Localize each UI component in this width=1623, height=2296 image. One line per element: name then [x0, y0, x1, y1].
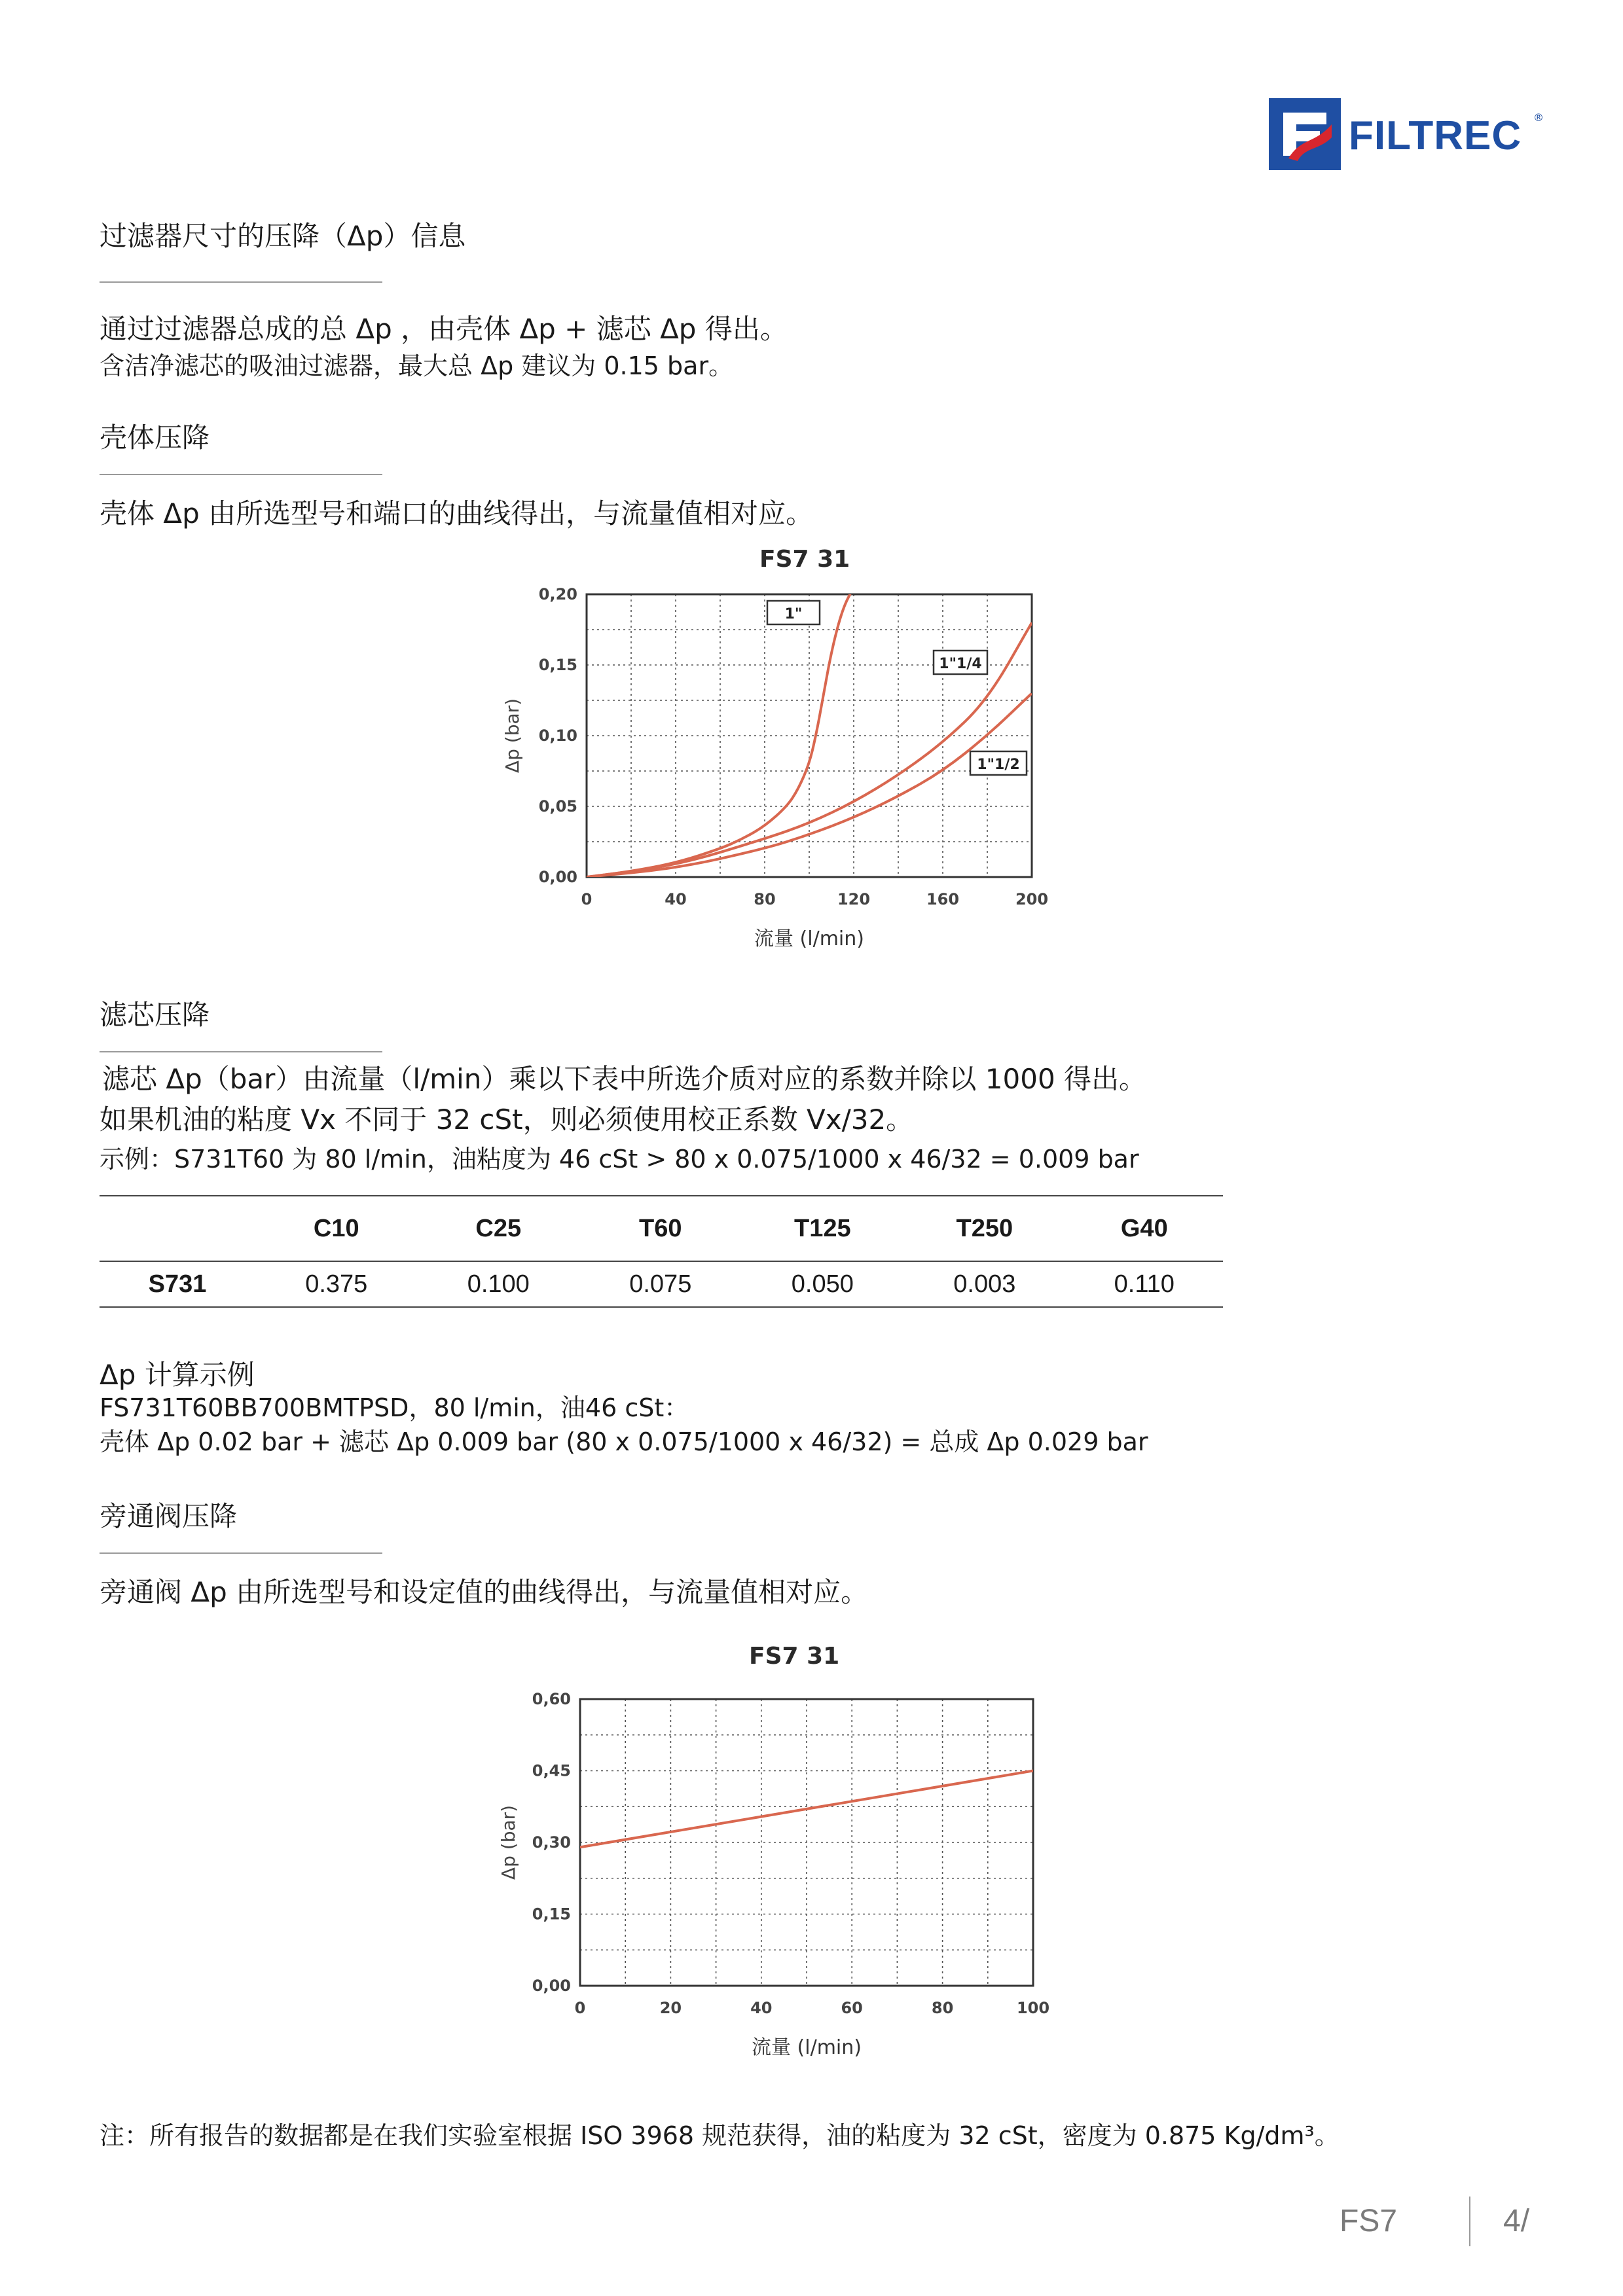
section-divider	[100, 281, 382, 283]
series-label-text: 1"	[784, 606, 803, 622]
registered-mark: ®	[1533, 111, 1544, 124]
y-tick-label: 0,20	[538, 585, 577, 603]
table-cell: 0.110	[1066, 1261, 1223, 1307]
x-tick-label: 40	[750, 1999, 773, 2017]
table-cell: 0.050	[742, 1261, 904, 1307]
paragraph-element-dp: 滤芯 Δp（bar）由流量（l/min）乘以下表中所选介质对应的系数并除以 1000 得出。	[102, 1063, 1147, 1095]
y-tick-label: 0,30	[532, 1833, 571, 1852]
table-header-cell: T60	[579, 1196, 742, 1261]
section-divider	[100, 474, 382, 475]
x-tick-label: 120	[837, 890, 871, 908]
footer-product: FS7	[1340, 2204, 1398, 2238]
table-cell: 0.100	[418, 1261, 580, 1307]
y-axis-label: Δp (bar)	[498, 1804, 519, 1880]
table-header-row	[100, 1196, 1223, 1261]
y-tick-label: 0,10	[538, 726, 577, 745]
table-header-cell	[100, 1196, 255, 1261]
y-tick-label: 0,15	[532, 1905, 571, 1924]
table-cell: 0.075	[579, 1261, 742, 1307]
x-tick-label: 200	[1015, 890, 1049, 908]
table-row-label: S731	[100, 1261, 255, 1307]
paragraph-bypass-dp: 旁通阀 Δp 由所选型号和设定值的曲线得出，与流量值相对应。	[100, 1576, 869, 1608]
section-title-pressure-drop: 过滤器尺寸的压降（Δp）信息	[100, 220, 466, 252]
x-tick-label: 0	[574, 1999, 586, 2017]
filtrec-logo-mark	[1269, 98, 1341, 170]
series-label-text: 1"1/4	[939, 656, 982, 672]
table-header-cell: T125	[742, 1196, 904, 1261]
paragraph-example: 示例：S731T60 为 80 l/min，油粘度为 46 cSt > 80 x 0.075/1000 x 46/32 = 0.009 bar	[100, 1145, 1139, 1174]
section-divider	[100, 1552, 382, 1554]
footer-page: 4/	[1503, 2204, 1530, 2238]
x-tick-label: 100	[1016, 1999, 1050, 2017]
section-title-bypass-dp: 旁通阀压降	[100, 1500, 238, 1532]
y-axis-label: Δp (bar)	[501, 698, 523, 774]
section-divider	[100, 1051, 382, 1052]
series-label	[934, 651, 987, 674]
paragraph-viscosity: 如果机油的粘度 Vx 不同于 32 cSt，则必须使用校正系数 Vx/32。	[100, 1103, 914, 1136]
table-header-cell: C25	[418, 1196, 580, 1261]
calc-example-line1: FS731T60BB700BMTPSD，80 l/min，油46 cSt：	[100, 1393, 689, 1422]
x-tick-label: 20	[659, 1999, 682, 2017]
footnote: 注：所有报告的数据都是在我们实验室根据 ISO 3968 规范获得，油的粘度为 32 cSt，密度为 0.875 Kg/dm³。	[100, 2121, 1340, 2150]
paragraph-housing-dp: 壳体 Δp 由所选型号和端口的曲线得出，与流量值相对应。	[100, 497, 814, 529]
x-tick-label: 0	[581, 890, 593, 908]
chart2-title: FS7 31	[749, 1643, 840, 1670]
series-label	[970, 751, 1027, 775]
paragraph-total-dp: 通过过滤器总成的总 Δp ，由壳体 Δp + 滤芯 Δp 得出。	[100, 313, 788, 345]
y-tick-label: 0,05	[538, 797, 577, 816]
y-tick-label: 0,00	[538, 868, 577, 886]
coefficient-table	[100, 1195, 1223, 1308]
brand-name: FILTREC	[1349, 113, 1522, 158]
x-tick-label: 60	[841, 1999, 863, 2017]
y-tick-label: 0,00	[532, 1977, 571, 1995]
series-label	[767, 601, 820, 624]
x-tick-label: 160	[926, 890, 960, 908]
calc-example-line2: 壳体 Δp 0.02 bar + 滤芯 Δp 0.009 bar (80 x 0.075/1000 x 46/32) = 总成 Δp 0.029 bar	[100, 1427, 1148, 1456]
table-row	[100, 1261, 1223, 1307]
chart1-title: FS7 31	[759, 546, 850, 573]
series-label-text: 1"1/2	[977, 757, 1020, 773]
y-tick-label: 0,15	[538, 656, 577, 674]
x-axis-label: 流量 (l/min)	[754, 927, 864, 950]
x-tick-label: 40	[665, 890, 687, 908]
footer-divider	[1469, 2197, 1470, 2246]
x-tick-label: 80	[931, 1999, 954, 2017]
filtrec-logo	[1269, 98, 1544, 170]
x-tick-label: 80	[754, 890, 776, 908]
section-title-housing-dp: 壳体压降	[100, 422, 210, 454]
table-cell: 0.003	[903, 1261, 1066, 1307]
paragraph-suction-filter: 含洁净滤芯的吸油过滤器，最大总 Δp 建议为 0.15 bar。	[100, 351, 734, 380]
y-tick-label: 0,60	[532, 1690, 571, 1708]
table-header-cell: T250	[903, 1196, 1066, 1261]
table-header-cell: G40	[1066, 1196, 1223, 1261]
bypass-dp-chart	[484, 1676, 1061, 2075]
table-cell: 0.375	[255, 1261, 418, 1307]
section-title-element-dp: 滤芯压降	[100, 999, 210, 1031]
section-title-calc-example: Δp 计算示例	[100, 1359, 255, 1391]
table-header-cell: C10	[255, 1196, 418, 1261]
housing-dp-chart	[484, 576, 1061, 956]
x-axis-label: 流量 (l/min)	[752, 2036, 862, 2059]
y-tick-label: 0,45	[532, 1761, 571, 1780]
